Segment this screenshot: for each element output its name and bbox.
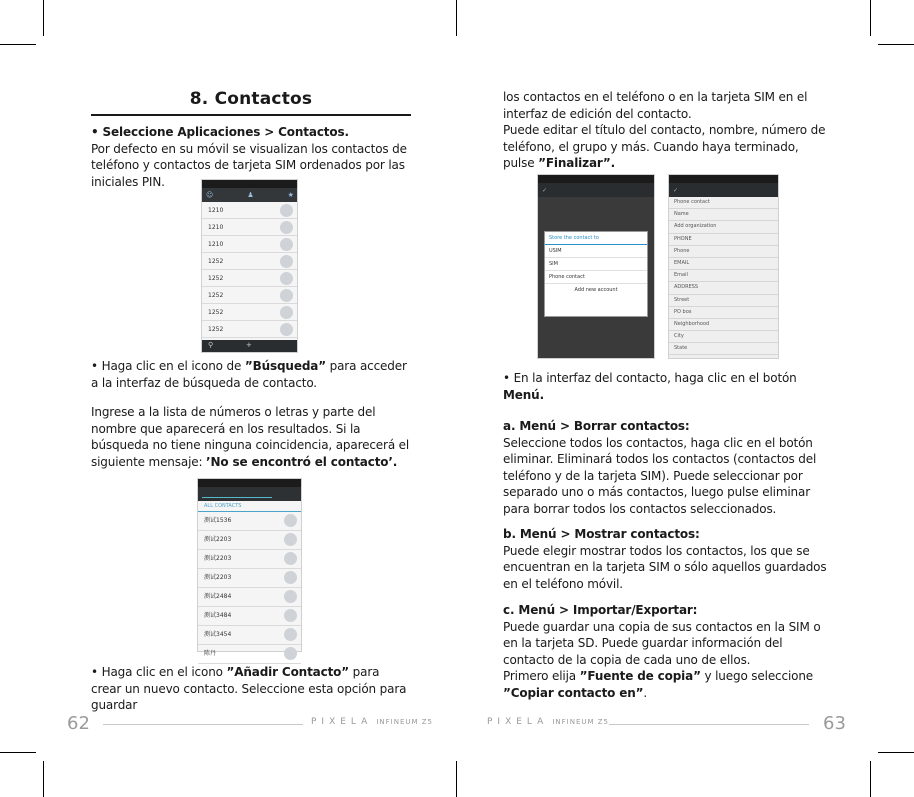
section-rule xyxy=(91,114,411,116)
text-block: Puede elegir mostrar todos los contactos, los que se encuentran en la tarjeta SIM o sólo aquellos guardados en el teléfono móvil. xyxy=(503,543,827,591)
form-field: PO box xyxy=(669,307,778,319)
contact-form xyxy=(669,197,778,355)
instruction-text: Por defecto en su móvil se visualizan los contactos de teléfono y contactos de tarjeta SIM ordenados por las iniciales PIN. xyxy=(91,141,407,189)
footer-rule xyxy=(103,724,303,725)
avatar-icon xyxy=(280,221,293,234)
form-field: EMAIL xyxy=(669,258,778,270)
contact-name: 1210 xyxy=(208,224,224,231)
form-field: Street xyxy=(669,295,778,307)
contact-name: 1210 xyxy=(208,207,224,214)
person-icon: ♟ xyxy=(247,191,254,199)
text-run: para crear un nuevo contacto. Seleccione esta opción para guardar xyxy=(91,665,407,713)
contact-name: 1252 xyxy=(208,309,224,316)
action-bar xyxy=(669,183,778,197)
right-page xyxy=(457,0,914,797)
text-run: . xyxy=(643,685,648,700)
menu-term: Menú. xyxy=(503,387,544,402)
page-number: 62 xyxy=(67,713,90,734)
avatar-icon xyxy=(280,306,293,319)
list-item[interactable] xyxy=(198,531,301,550)
list-item[interactable] xyxy=(202,219,297,236)
form-field: Phone contact xyxy=(669,197,778,209)
list-item[interactable] xyxy=(202,270,297,287)
text-run: Puede editar el título del contacto, nombre, número de teléfono, el grupo y más. Cuando haya terminado, pulse xyxy=(503,123,826,171)
copy-source-term: ”Fuente de copia” xyxy=(579,669,701,684)
status-bar xyxy=(202,180,297,188)
brand-model: INFINEUM Z5 xyxy=(376,718,434,726)
avatar-icon xyxy=(280,272,293,285)
avatar-icon xyxy=(284,628,297,641)
add-contact-term: ”Añadir Contacto” xyxy=(226,665,349,679)
text-run: • Haga clic en el icono xyxy=(91,665,227,679)
paragraph-search xyxy=(91,358,411,391)
contact-name: 1210 xyxy=(208,241,224,248)
copy-to-term: ”Copiar contacto en” xyxy=(503,685,644,700)
section-delete xyxy=(503,418,828,518)
action-bar xyxy=(202,188,297,202)
contacts-list-screenshot xyxy=(201,179,298,353)
brand-logo xyxy=(487,717,609,727)
contact-name: 测试2203 xyxy=(204,536,232,543)
avatar-icon xyxy=(284,609,297,622)
section-show xyxy=(503,526,828,592)
form-field: Name xyxy=(669,209,778,221)
contact-name: 测试2203 xyxy=(204,574,232,581)
text-run: Primero elija xyxy=(503,669,580,684)
avatar-icon xyxy=(280,323,293,336)
contact-name: 测试2203 xyxy=(204,555,232,562)
list-item[interactable] xyxy=(202,287,297,304)
check-icon: ✓ xyxy=(542,186,548,194)
subheading-show: b. Menú > Mostrar contactos: xyxy=(503,527,700,541)
list-item[interactable] xyxy=(202,253,297,270)
avatar-icon xyxy=(280,238,293,251)
list-item[interactable] xyxy=(198,626,301,645)
brand-logo xyxy=(311,717,433,727)
form-field: PHONE xyxy=(669,234,778,246)
search-field xyxy=(202,491,272,498)
contact-name: 测试3484 xyxy=(204,612,232,619)
subheading-delete: a. Menú > Borrar contactos: xyxy=(503,419,690,433)
paragraph-results xyxy=(91,404,411,470)
brand-model: INFINEUM Z5 xyxy=(552,718,610,726)
form-field: Phone xyxy=(669,246,778,258)
search-term: ”Búsqueda” xyxy=(244,359,326,373)
form-field: Add organization xyxy=(669,221,778,233)
contact-name: 1252 xyxy=(208,292,224,299)
finish-term: ”Finalizar”. xyxy=(538,156,616,171)
section-import xyxy=(503,602,828,702)
paragraph-storage xyxy=(503,89,828,172)
option-phone-contact[interactable]: Phone contact xyxy=(545,271,647,284)
text-block: Puede guardar una copia de sus contactos en la SIM o en la tarjeta SD. Puede guardar información del contacto de la copia de cada uno de ellos. xyxy=(503,619,821,667)
option-sim[interactable]: SIM xyxy=(545,258,647,271)
bottom-bar xyxy=(202,340,297,352)
list-item[interactable] xyxy=(202,236,297,253)
option-usim[interactable]: USIM xyxy=(545,245,647,258)
brand-name: PIXELA xyxy=(311,717,373,727)
brand-name: PIXELA xyxy=(487,717,549,727)
avatar-icon xyxy=(280,255,293,268)
list-item[interactable] xyxy=(202,304,297,321)
contact-name: 测试1536 xyxy=(204,517,232,524)
list-item[interactable] xyxy=(202,321,297,338)
store-contact-screenshot xyxy=(537,174,655,359)
status-bar xyxy=(669,175,778,183)
text-run: • En la interfaz del contacto, haga clic en el botón xyxy=(503,371,797,385)
no-results-message: ’No se encontró el contacto’. xyxy=(206,454,398,469)
avatar-icon xyxy=(280,289,293,302)
text-block: los contactos en el teléfono o en la tarjeta SIM en el interfaz de edición del contacto. xyxy=(503,90,808,121)
footer-rule xyxy=(609,724,809,725)
text-run: y luego seleccione xyxy=(700,669,814,684)
check-icon: ✓ xyxy=(673,186,679,194)
star-icon: ★ xyxy=(287,191,294,199)
contact-name: 测试3454 xyxy=(204,631,232,638)
list-item[interactable] xyxy=(198,550,301,569)
avatar-icon xyxy=(284,552,297,565)
form-field: Email xyxy=(669,270,778,282)
action-bar xyxy=(198,487,301,501)
text-run: • Haga clic en el icono de xyxy=(91,359,245,373)
text-run: Ingrese a la lista de números o letras y parte del nombre que aparecerá en los resultados. Si la búsqueda no tiene ninguna coincidencia, aparecerá el siguiente mensaje: xyxy=(91,405,410,469)
avatar-icon xyxy=(284,590,297,603)
add-contact-icon: + xyxy=(246,341,252,349)
page-number: 63 xyxy=(823,713,846,734)
contact-name: 1252 xyxy=(208,275,224,282)
contact-name: 1252 xyxy=(208,326,224,333)
instruction-heading: • Seleccione Aplicaciones > Contactos. xyxy=(91,125,349,139)
group-icon: ☺ xyxy=(206,191,214,199)
search-icon: ⚲ xyxy=(208,341,214,349)
status-bar xyxy=(538,175,654,183)
list-header: ALL CONTACTS xyxy=(198,501,301,512)
avatar-icon xyxy=(280,204,293,217)
status-bar xyxy=(198,479,301,487)
form-field: State xyxy=(669,343,778,355)
add-account-button[interactable]: Add new account xyxy=(574,287,618,293)
edit-contact-screenshot xyxy=(668,174,779,359)
contact-name: 1252 xyxy=(208,258,224,265)
text-block: Seleccione todos los contactos, haga clic en el botón eliminar. Eliminará todos los contactos (contactos del teléfono y de la tarjeta SIM). Puede seleccionar por separado uno o más contactos, luego pulse eliminar para borrar todos los contactos seleccionados. xyxy=(503,435,817,516)
list-item[interactable] xyxy=(198,569,301,588)
list-item[interactable] xyxy=(198,512,301,531)
store-contact-dialog xyxy=(544,231,648,317)
section-title: 8. Contactos xyxy=(189,89,313,109)
avatar-icon xyxy=(284,647,297,660)
paragraph-menu xyxy=(503,370,828,403)
list-item[interactable] xyxy=(198,588,301,607)
dialog-title: Store the contact to xyxy=(545,232,647,245)
avatar-icon xyxy=(284,533,297,546)
list-item[interactable] xyxy=(198,607,301,626)
form-field: City xyxy=(669,331,778,343)
form-field: ADDRESS xyxy=(669,282,778,294)
list-item[interactable] xyxy=(198,645,301,664)
contact-name: 陈丹 xyxy=(204,650,217,657)
list-item[interactable] xyxy=(202,202,297,219)
avatar-icon xyxy=(284,514,297,527)
contacts-search-screenshot xyxy=(197,478,302,657)
contact-name: 测试2484 xyxy=(204,593,232,600)
paragraph-add xyxy=(91,664,411,714)
subheading-import: c. Menú > Importar/Exportar: xyxy=(503,603,698,617)
contacts-list xyxy=(202,202,297,338)
text-run: para acceder a la interfaz de búsqueda de contacto. xyxy=(91,359,407,390)
contacts-list xyxy=(198,512,301,664)
avatar-icon xyxy=(284,571,297,584)
form-field: Neighborhood xyxy=(669,319,778,331)
action-bar xyxy=(538,183,654,197)
